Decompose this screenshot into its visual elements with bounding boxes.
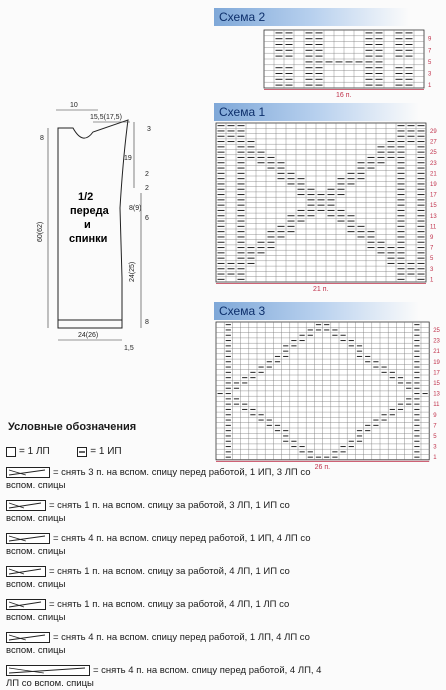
legend-title: Условные обозначения	[8, 421, 137, 433]
scheme-1-row-label: 11	[430, 224, 437, 231]
scheme-1-title: Схема 1	[214, 103, 419, 121]
scheme-3-row-label: 9	[433, 412, 437, 419]
pattern-label-4: спинки	[69, 233, 108, 245]
dim-row-2a: 2	[145, 171, 149, 178]
legend-item	[6, 599, 436, 611]
scheme-2-row-label: 1	[428, 83, 432, 90]
legend-item-text: = снять 1 п. на вспом. спицу за работой, 4 ЛП, 1 ЛП со	[49, 599, 290, 611]
scheme-2-row-label: 9	[428, 36, 432, 43]
scheme-1-row-label: 13	[430, 213, 437, 220]
scheme-1-row-label: 27	[430, 139, 437, 146]
cable-symbol-icon	[6, 500, 46, 511]
dim-row-2b: 2	[145, 185, 149, 192]
legend-basic-1: = 1 ЛП	[19, 446, 50, 457]
scheme-1-row-label: 9	[430, 234, 434, 241]
legend-item-continuation: ЛП со вспом. спицы	[6, 678, 94, 689]
cable-symbol-icon	[6, 566, 46, 577]
scheme-2-chart	[262, 28, 438, 99]
scheme-2-grid	[262, 28, 438, 99]
scheme-3-row-label: 17	[433, 370, 440, 377]
dim-width: 24(26)	[78, 332, 99, 339]
legend-item	[6, 566, 436, 578]
legend-item	[6, 467, 436, 479]
scheme-1-row-label: 21	[430, 171, 437, 178]
scheme-3-chart	[214, 320, 444, 470]
dim-side-upper: 8(9)	[129, 205, 142, 212]
legend-item	[6, 632, 436, 644]
scheme-3-row-label: 5	[433, 433, 437, 440]
scheme-1-row-label: 19	[430, 181, 437, 188]
scheme-1-row-label: 7	[430, 245, 434, 252]
scheme-3-row-label: 11	[433, 402, 440, 409]
scheme-3-row-label: 13	[433, 391, 440, 398]
scheme-2-row-label: 5	[428, 59, 432, 66]
dim-hem: 8	[145, 319, 149, 326]
legend-item	[6, 500, 436, 512]
scheme-3-row-label: 21	[433, 349, 440, 356]
scheme-3-row-label: 3	[433, 444, 437, 451]
dim-side-lower: 24(25)	[129, 261, 136, 282]
legend-item-text: = снять 4 п. на вспом. спицу перед работой, 4 ЛП, 4	[93, 665, 322, 677]
blank-cell-icon	[6, 447, 16, 457]
scheme-1-row-label: 23	[430, 160, 437, 167]
dash-cell-icon	[77, 447, 87, 457]
legend-item-text: = снять 4 п. на вспом. спицу перед работой, 1 ЛП, 4 ЛП со	[53, 632, 310, 644]
scheme-1-row-label: 15	[430, 203, 437, 210]
dim-total-height: 60(62)	[37, 221, 44, 242]
scheme-1-grid	[214, 121, 444, 291]
scheme-1-row-label: 25	[430, 150, 437, 157]
legend-item	[6, 665, 436, 677]
legend-item-continuation: вспом. спицы	[6, 546, 66, 557]
garment-pattern-drawing	[38, 98, 168, 353]
scheme-2-stitch-count: 16 п.	[336, 92, 352, 99]
legend-item-continuation: вспом. спицы	[6, 645, 66, 656]
cable-symbol-icon	[6, 467, 50, 478]
legend-basic-2: = 1 ИП	[90, 446, 122, 457]
scheme-2-row-label: 3	[428, 71, 432, 78]
dim-armhole: 19	[124, 155, 132, 162]
cable-symbol-icon	[6, 665, 90, 676]
scheme-1-row-label: 3	[430, 266, 434, 273]
scheme-1-row-label: 29	[430, 128, 437, 135]
legend-basic-row	[6, 446, 122, 457]
legend-item-text: = снять 3 п. на вспом. спицу перед работой, 1 ИП, 3 ЛП со	[53, 467, 311, 479]
dim-row-3: 3	[147, 126, 151, 133]
dim-hem-width: 1,5	[124, 345, 134, 352]
legend-item-continuation: вспом. спицы	[6, 513, 66, 524]
scheme-1-chart	[214, 121, 444, 291]
cable-symbol-icon	[6, 533, 50, 544]
scheme-1-row-label: 17	[430, 192, 437, 199]
scheme-1-stitch-count: 21 п.	[313, 286, 329, 293]
scheme-3-title: Схема 3	[214, 302, 419, 320]
scheme-3-row-label: 25	[433, 327, 440, 334]
legend-item-text: = снять 1 п. на вспом. спицу за работой, 4 ЛП, 1 ИП со	[49, 566, 290, 578]
legend-item	[6, 533, 436, 545]
scheme-3-row-label: 7	[433, 423, 437, 430]
scheme-3-stitch-count: 26 п.	[314, 463, 331, 471]
dim-top: 10	[70, 102, 78, 109]
cable-symbol-icon	[6, 632, 50, 643]
pattern-label-1: 1/2	[78, 191, 94, 203]
pattern-label-2: переда	[70, 205, 109, 217]
cable-symbol-icon	[6, 599, 46, 610]
dim-shoulder: 15,5(17,5)	[90, 114, 122, 121]
legend-item-text: = снять 4 п. на вспом. спицу перед работой, 1 ИП, 4 ЛП со	[53, 533, 311, 545]
scheme-2-title: Схема 2	[214, 8, 409, 26]
garment-pattern	[38, 98, 168, 353]
legend-item-text: = снять 1 п. на вспом. спицу за работой, 3 ЛП, 1 ИП со	[49, 500, 290, 512]
scheme-1-row-label: 5	[430, 256, 434, 263]
legend-item-continuation: вспом. спицы	[6, 579, 66, 590]
scheme-2-row-label: 7	[428, 48, 432, 55]
pattern-label-3: и	[84, 219, 91, 231]
dim-row-6: 6	[145, 215, 149, 222]
dim-neck: 8	[40, 135, 44, 142]
scheme-1-row-label: 1	[430, 277, 434, 284]
scheme-3-row-label: 23	[433, 338, 440, 345]
scheme-3-row-label: 15	[433, 380, 440, 387]
scheme-3-row-label: 1	[433, 455, 437, 462]
legend-item-continuation: вспом. спицы	[6, 480, 66, 491]
scheme-3-grid	[214, 320, 444, 470]
scheme-3-row-label: 19	[433, 359, 440, 366]
legend-item-continuation: вспом. спицы	[6, 612, 66, 623]
